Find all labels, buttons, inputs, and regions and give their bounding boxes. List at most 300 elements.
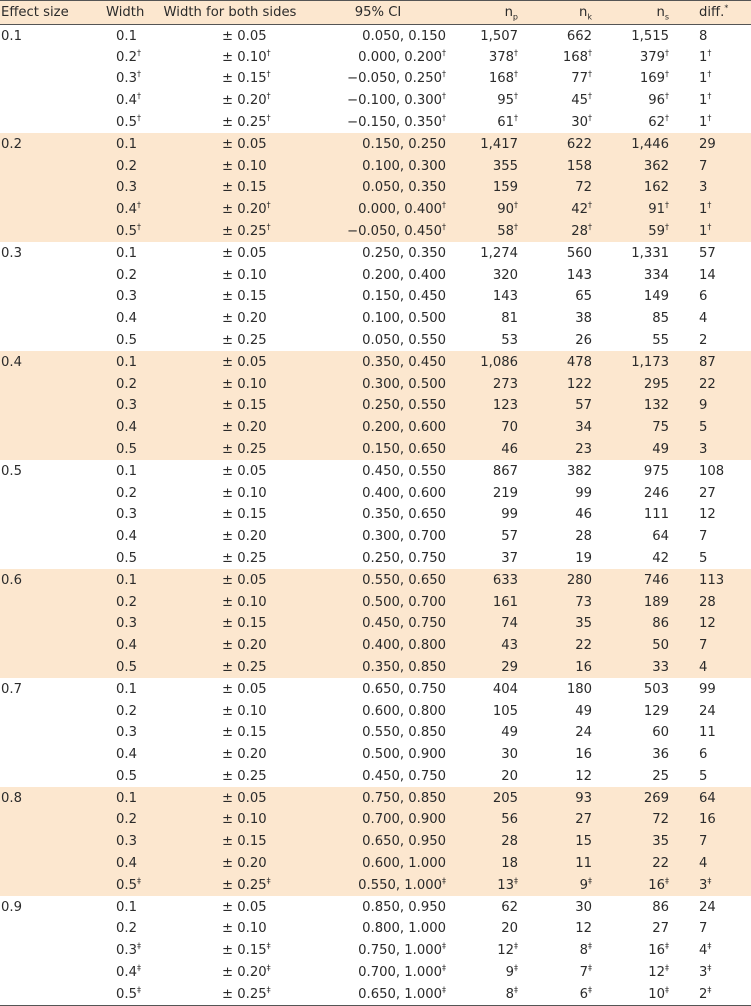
ns-cell (600, 809, 677, 831)
table-row (0, 112, 751, 134)
nk-cell (526, 853, 600, 875)
ci-cell-value: 0.550, 0.850 (362, 725, 446, 741)
diff-cell-value: 4 (699, 311, 708, 327)
ci-cell (302, 373, 454, 395)
diff-cell (677, 853, 751, 875)
ns-cell (600, 504, 677, 526)
effect-size-cell (0, 722, 92, 744)
table-row (0, 68, 751, 90)
table-row (0, 984, 751, 1006)
width-cell-value: 0.4 (116, 965, 137, 981)
diff-cell (677, 526, 751, 548)
ci-cell-value: 0.350, 0.450 (362, 355, 446, 371)
ns-cell (600, 395, 677, 417)
ns-cell (600, 286, 677, 308)
np-cell-value: 159 (492, 180, 518, 196)
nk-cell-mark: ‡ (588, 985, 592, 995)
width-cell-value: 0.2 (116, 49, 137, 65)
ci-cell-mark: ‡ (442, 963, 446, 973)
np-cell (454, 460, 526, 482)
ci-cell-value: −0.150, 0.350 (347, 114, 442, 130)
header-np: $n_p$ (454, 1, 526, 25)
nk-cell-value: 93 (575, 791, 592, 807)
diff-cell-mark: ‡ (707, 985, 712, 995)
width-cell-value: 0.2 (116, 158, 137, 174)
table-row (0, 896, 751, 918)
nk-cell-mark: † (588, 91, 592, 101)
ci-cell (302, 875, 454, 897)
ns-cell (600, 133, 677, 155)
width-both-cell (158, 133, 302, 155)
width-cell-value: 0.5 (116, 986, 137, 1002)
width-both-cell-value: ± 0.10 (222, 703, 267, 719)
header-width: Width (92, 1, 158, 25)
width-both-cell (158, 918, 302, 940)
np-cell (454, 591, 526, 613)
width-cell-value: 0.5 (116, 768, 137, 784)
ns-cell-value: 35 (652, 834, 669, 850)
nk-cell-mark: † (588, 70, 592, 79)
nk-cell (526, 918, 600, 940)
ci-cell-value: 0.100, 0.500 (362, 311, 446, 327)
width-cell-value: 0.5 (116, 550, 137, 566)
ns-cell (600, 155, 677, 177)
nk-cell (526, 351, 600, 373)
np-cell (454, 46, 526, 68)
width-both-cell-mark: † (266, 113, 271, 123)
diff-cell (677, 308, 751, 330)
width-both-cell (158, 613, 302, 635)
ci-cell (302, 68, 454, 90)
width-cell (92, 177, 158, 199)
ci-cell (302, 678, 454, 700)
header-diff: diff.* (677, 1, 751, 25)
nk-cell (526, 700, 600, 722)
effect-size-cell (0, 635, 92, 657)
ns-cell-mark: † (665, 113, 669, 123)
width-both-cell (158, 177, 302, 199)
ci-cell-mark: ‡ (442, 941, 446, 951)
effect-size-cell (0, 68, 92, 90)
width-cell (92, 133, 158, 155)
width-both-cell-value: ± 0.05 (222, 464, 267, 480)
effect-size-cell (0, 330, 92, 352)
np-cell-value: 168 (488, 71, 514, 87)
np-cell (454, 286, 526, 308)
ns-cell-value: 189 (643, 594, 669, 610)
nk-cell-value: 99 (575, 485, 592, 501)
width-cell (92, 90, 158, 112)
ci-cell-value: 0.850, 0.950 (362, 900, 446, 916)
table-row (0, 351, 751, 373)
np-cell (454, 199, 526, 221)
diff-cell-value: 3 (699, 441, 708, 457)
nk-cell-mark: ‡ (588, 941, 592, 951)
np-cell-value: 13 (497, 877, 514, 893)
diff-cell-mark: ‡ (707, 941, 712, 951)
np-cell (454, 984, 526, 1006)
ci-cell-value: 0.600, 0.800 (362, 703, 446, 719)
nk-cell (526, 722, 600, 744)
width-cell (92, 744, 158, 766)
width-both-cell-value: ± 0.20 (222, 965, 267, 981)
effect-size-cell (0, 875, 92, 897)
table-row (0, 439, 751, 461)
np-cell-mark: ‡ (514, 876, 518, 886)
effect-size-cell (0, 700, 92, 722)
np-cell-mark: † (514, 48, 518, 58)
ns-cell-value: 1,515 (631, 28, 669, 44)
nk-cell-value: 42 (571, 202, 588, 218)
nk-cell-value: 72 (575, 180, 592, 196)
ns-cell (600, 984, 677, 1006)
ci-cell-value: 0.300, 0.700 (362, 529, 446, 545)
width-both-cell (158, 221, 302, 243)
width-both-cell-value: ± 0.10 (222, 158, 267, 174)
width-cell (92, 984, 158, 1006)
nk-cell (526, 635, 600, 657)
np-cell (454, 395, 526, 417)
width-cell (92, 787, 158, 809)
ci-cell-value: 0.650, 0.750 (362, 682, 446, 698)
nk-cell (526, 330, 600, 352)
ci-cell-mark: † (442, 113, 446, 123)
ci-cell (302, 591, 454, 613)
table-row (0, 678, 751, 700)
diff-cell (677, 831, 751, 853)
nk-cell (526, 155, 600, 177)
width-cell-value: 0.2 (116, 594, 137, 610)
width-both-cell-value: ± 0.05 (222, 137, 267, 153)
width-cell (92, 962, 158, 984)
ns-cell (600, 548, 677, 570)
effect-size-cell (0, 112, 92, 134)
width-cell (92, 199, 158, 221)
diff-cell (677, 177, 751, 199)
nk-cell-value: 280 (566, 573, 592, 589)
nk-cell-value: 28 (575, 529, 592, 545)
np-cell (454, 482, 526, 504)
diff-cell-value: 11 (699, 725, 716, 741)
ci-cell-value: 0.100, 0.300 (362, 158, 446, 174)
ci-cell-value: 0.400, 0.600 (362, 485, 446, 501)
ns-cell (600, 526, 677, 548)
ci-cell (302, 940, 454, 962)
np-cell (454, 308, 526, 330)
ns-cell-value: 129 (643, 703, 669, 719)
diff-cell-value: 6 (699, 289, 708, 305)
np-cell-value: 28 (501, 834, 518, 850)
table-row (0, 221, 751, 243)
diff-cell (677, 351, 751, 373)
width-both-cell-value: ± 0.05 (222, 355, 267, 371)
effect-size-cell (0, 46, 92, 68)
width-both-cell (158, 744, 302, 766)
ci-cell (302, 766, 454, 788)
ci-cell (302, 351, 454, 373)
ns-cell-value: 246 (643, 485, 669, 501)
diff-cell (677, 373, 751, 395)
diff-cell (677, 962, 751, 984)
width-both-cell-mark: † (266, 200, 271, 210)
ci-cell-value: 0.350, 0.850 (362, 659, 446, 675)
effect-size-cell (0, 417, 92, 439)
width-both-cell (158, 853, 302, 875)
width-cell-value: 0.3 (116, 943, 137, 959)
width-cell-value: 0.1 (116, 682, 137, 698)
effect-size-cell (0, 853, 92, 875)
np-cell-value: 1,274 (480, 246, 518, 262)
ci-cell-mark: ‡ (442, 876, 446, 886)
diff-cell-value: 28 (699, 594, 716, 610)
width-both-cell-value: ± 0.15 (222, 289, 267, 305)
effect-size-cell: 0.8 (1, 791, 22, 807)
ns-cell-value: 269 (643, 791, 669, 807)
np-cell-value: 9 (505, 965, 514, 981)
width-both-cell-value: ± 0.20 (222, 529, 267, 545)
np-cell (454, 831, 526, 853)
effect-size-cell: 0.7 (1, 682, 22, 698)
nk-cell (526, 308, 600, 330)
ns-cell (600, 417, 677, 439)
ci-cell (302, 831, 454, 853)
np-cell (454, 351, 526, 373)
diff-cell-mark: † (707, 200, 712, 210)
ci-cell (302, 504, 454, 526)
table-row (0, 373, 751, 395)
width-both-cell-value: ± 0.05 (222, 900, 267, 916)
nk-cell-mark: † (588, 200, 592, 210)
ns-cell (600, 766, 677, 788)
table-row (0, 286, 751, 308)
nk-cell-value: 23 (575, 441, 592, 457)
nk-cell (526, 787, 600, 809)
width-both-cell (158, 199, 302, 221)
width-cell-value: 0.1 (116, 137, 137, 153)
effect-size-cell (0, 940, 92, 962)
width-both-cell (158, 439, 302, 461)
width-cell (92, 308, 158, 330)
ci-cell-mark: ‡ (442, 985, 446, 995)
diff-cell-value: 2 (699, 332, 708, 348)
nk-cell (526, 962, 600, 984)
diff-cell-value: 7 (699, 529, 708, 545)
ns-cell-value: 96 (648, 93, 665, 109)
ci-cell (302, 787, 454, 809)
width-both-cell (158, 635, 302, 657)
width-cell-mark: † (136, 70, 141, 79)
nk-cell (526, 199, 600, 221)
effect-size-cell (0, 155, 92, 177)
table-body (0, 25, 751, 1006)
diff-cell (677, 199, 751, 221)
effect-size-cell (0, 308, 92, 330)
width-both-cell-value: ± 0.10 (222, 376, 267, 392)
np-cell (454, 787, 526, 809)
ci-cell-value: 0.750, 0.850 (362, 791, 446, 807)
ns-cell (600, 569, 677, 591)
diff-cell (677, 504, 751, 526)
width-cell-value: 0.4 (116, 420, 137, 436)
nk-cell-value: 560 (566, 246, 592, 262)
nk-cell (526, 657, 600, 679)
diff-cell (677, 112, 751, 134)
np-cell-value: 70 (501, 420, 518, 436)
width-cell (92, 504, 158, 526)
ns-cell-value: 1,331 (631, 246, 669, 262)
ns-cell-mark: † (665, 200, 669, 210)
np-cell (454, 68, 526, 90)
nk-cell (526, 744, 600, 766)
diff-cell-value: 12 (699, 507, 716, 523)
diff-cell-value: 7 (699, 921, 708, 937)
ci-cell-mark: † (442, 222, 446, 232)
ns-cell-mark: † (665, 70, 669, 79)
width-cell-value: 0.2 (116, 485, 137, 501)
width-both-cell-value: ± 0.10 (222, 921, 267, 937)
np-cell-value: 1,507 (480, 28, 518, 44)
ns-cell (600, 700, 677, 722)
effect-size-cell (0, 984, 92, 1006)
table-row (0, 133, 751, 155)
header-effect-size: Effect size (0, 1, 92, 25)
ns-cell-value: 132 (643, 398, 669, 414)
effect-size-cell (0, 657, 92, 679)
ci-cell (302, 90, 454, 112)
diff-cell-value: 3 (699, 965, 708, 981)
width-cell (92, 373, 158, 395)
width-both-cell-value: ± 0.15 (222, 398, 267, 414)
np-cell-value: 29 (501, 659, 518, 675)
width-both-cell-value: ± 0.25 (222, 441, 267, 457)
width-cell-value: 0.5 (116, 877, 137, 893)
effect-size-cell: 0.9 (1, 900, 22, 916)
table-row (0, 940, 751, 962)
nk-cell (526, 439, 600, 461)
nk-cell (526, 112, 600, 134)
nk-cell-value: 11 (575, 856, 592, 872)
ns-cell-value: 27 (652, 921, 669, 937)
ci-cell-value: 0.300, 0.500 (362, 376, 446, 392)
width-cell (92, 395, 158, 417)
width-both-cell-value: ± 0.20 (222, 93, 267, 109)
width-cell-value: 0.4 (116, 202, 137, 218)
table-row (0, 613, 751, 635)
np-cell-value: 320 (492, 267, 518, 283)
width-both-cell-value: ± 0.15 (222, 180, 267, 196)
ci-cell-value: 0.200, 0.400 (362, 267, 446, 283)
np-cell-value: 404 (492, 682, 518, 698)
nk-cell-value: 6 (579, 986, 588, 1002)
ci-cell-mark: † (442, 91, 446, 101)
width-both-cell (158, 787, 302, 809)
width-cell (92, 264, 158, 286)
ci-cell-value: 0.050, 0.350 (362, 180, 446, 196)
width-cell (92, 112, 158, 134)
np-cell-value: 20 (501, 921, 518, 937)
ci-cell-mark: † (442, 48, 446, 58)
np-cell (454, 918, 526, 940)
ns-cell-value: 60 (652, 725, 669, 741)
width-both-cell (158, 242, 302, 264)
np-cell (454, 809, 526, 831)
width-cell-value: 0.2 (116, 376, 137, 392)
width-both-cell-value: ± 0.25 (222, 659, 267, 675)
width-both-cell-value: ± 0.05 (222, 246, 267, 262)
width-both-cell (158, 700, 302, 722)
diff-cell (677, 155, 751, 177)
width-cell (92, 875, 158, 897)
ci-cell-value: 0.200, 0.600 (362, 420, 446, 436)
ci-cell (302, 460, 454, 482)
diff-cell (677, 875, 751, 897)
np-cell (454, 90, 526, 112)
width-both-cell (158, 984, 302, 1006)
ci-cell (302, 700, 454, 722)
ns-cell-value: 362 (643, 158, 669, 174)
ns-cell (600, 591, 677, 613)
width-cell-value: 0.5 (116, 223, 137, 239)
diff-cell-value: 1 (699, 202, 708, 218)
width-both-cell (158, 569, 302, 591)
ci-cell-value: 0.650, 1.000 (358, 986, 442, 1002)
ns-cell (600, 831, 677, 853)
diff-cell-value: 4 (699, 659, 708, 675)
width-cell-value: 0.1 (116, 900, 137, 916)
diff-cell-value: 5 (699, 550, 708, 566)
diff-cell-value: 9 (699, 398, 708, 414)
np-cell (454, 526, 526, 548)
width-cell-mark: † (136, 113, 141, 123)
ci-cell-value: −0.100, 0.300 (347, 93, 442, 109)
ci-cell-value: 0.250, 0.350 (362, 246, 446, 262)
table-row (0, 787, 751, 809)
diff-cell-value: 14 (699, 267, 716, 283)
ci-cell (302, 722, 454, 744)
nk-cell-value: 15 (575, 834, 592, 850)
ns-cell (600, 68, 677, 90)
ns-cell-mark: † (665, 48, 669, 58)
diff-cell-value: 7 (699, 638, 708, 654)
nk-cell-value: 168 (562, 49, 588, 65)
diff-cell-value: 12 (699, 616, 716, 632)
diff-cell (677, 133, 751, 155)
ci-cell (302, 853, 454, 875)
nk-cell-value: 49 (575, 703, 592, 719)
ns-cell (600, 460, 677, 482)
ci-cell-value: 0.000, 0.200 (358, 49, 442, 65)
ns-cell-value: 59 (648, 223, 665, 239)
np-cell-mark: † (514, 91, 518, 101)
np-cell-value: 57 (501, 529, 518, 545)
ns-cell (600, 787, 677, 809)
np-cell-value: 633 (492, 573, 518, 589)
width-both-cell-mark: † (266, 48, 271, 58)
width-both-cell (158, 308, 302, 330)
width-both-cell (158, 940, 302, 962)
np-cell (454, 657, 526, 679)
width-cell-mark: † (136, 222, 141, 232)
ci-cell-value: 0.450, 0.750 (362, 768, 446, 784)
width-both-cell-value: ± 0.15 (222, 834, 267, 850)
ci-cell (302, 635, 454, 657)
width-cell-value: 0.3 (116, 725, 137, 741)
effect-size-cell (0, 177, 92, 199)
diff-cell (677, 700, 751, 722)
width-both-cell-value: ± 0.20 (222, 856, 267, 872)
nk-cell-value: 22 (575, 638, 592, 654)
ci-cell (302, 439, 454, 461)
